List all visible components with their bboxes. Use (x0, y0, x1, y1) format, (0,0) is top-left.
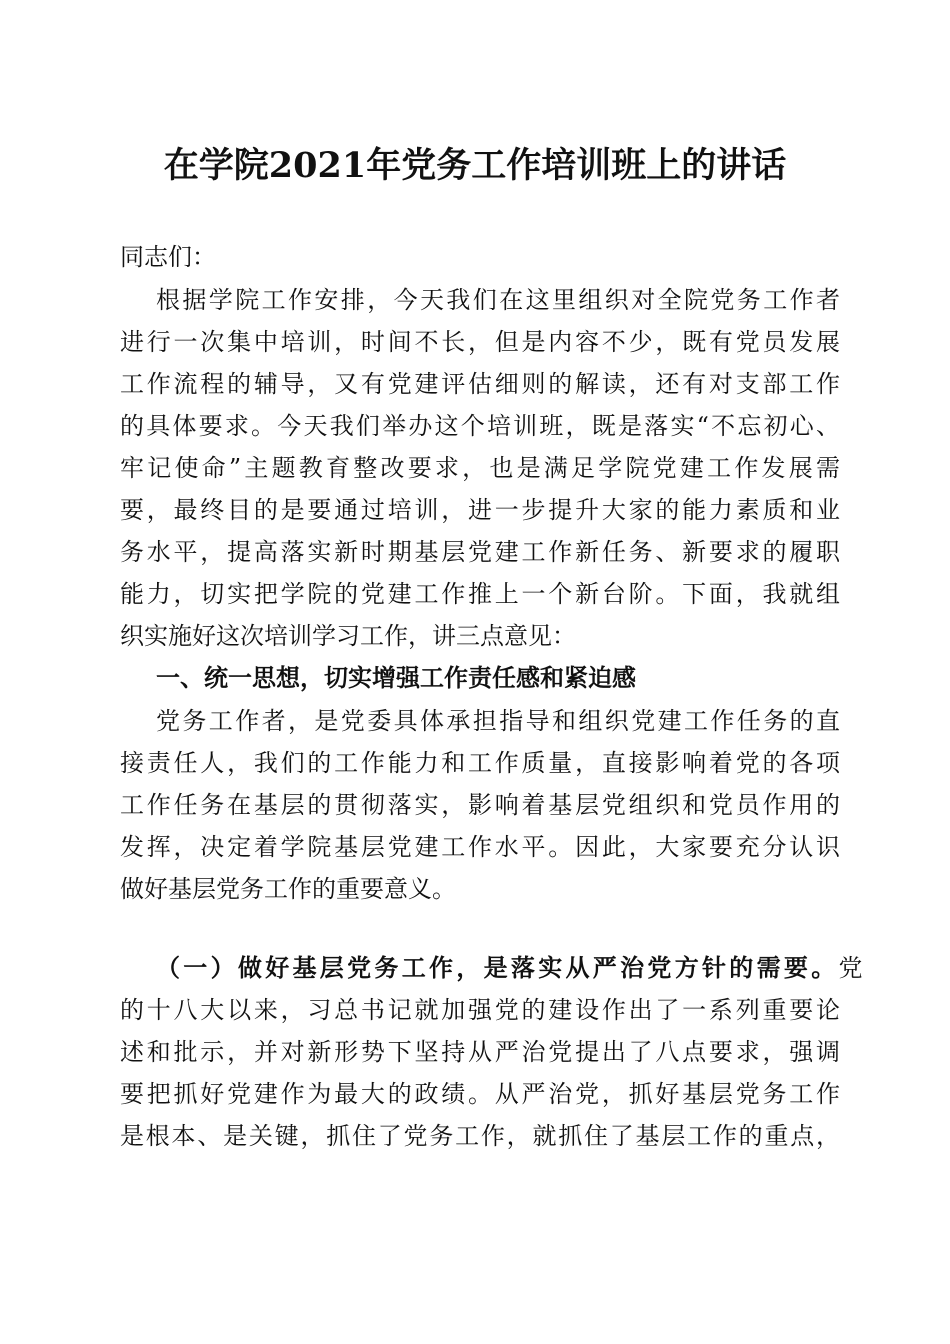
p1-line: 根据学院工作安排，今天我们在这里组织对全院党务工作者 (156, 286, 840, 314)
document-title: 在学院2021年党务工作培训班上的讲话 (163, 145, 787, 186)
p1-line: 牢记使命”主题教育整改要求，也是满足学院党建工作发展需 (120, 454, 840, 482)
p1-line: 织实施好这次培训学习工作，讲三点意见： (120, 622, 576, 650)
p3-line: 要把抓好党建作为最大的政绩。从严治党，抓好基层党务工作 (120, 1080, 840, 1108)
p3-first-line (156, 947, 863, 989)
p2-line: 工作任务在基层的贯彻落实，影响着基层党组织和党员作用的 (120, 791, 840, 819)
p2-line: 党务工作者，是党委具体承担指导和组织党建工作任务的直 (156, 707, 840, 735)
salutation: 同志们： (120, 243, 216, 271)
p3-line: 的十八大以来，习总书记就加强党的建设作出了一系列重要论 (120, 996, 840, 1024)
p2-line: 发挥，决定着学院基层党建工作水平。因此，大家要充分认识 (120, 833, 840, 861)
p2-line: 接责任人，我们的工作能力和工作质量，直接影响着党的各项 (120, 749, 840, 777)
p2-line: 做好基层党务工作的重要意义。 (120, 875, 456, 903)
p1-line: 的具体要求。今天我们举办这个培训班，既是落实“不忘初心、 (120, 412, 840, 440)
p3-line: 述和批示，并对新形势下坚持从严治党提出了八点要求，强调 (120, 1038, 840, 1066)
p1-line: 工作流程的辅导，又有党建评估细则的解读，还有对支部工作 (120, 370, 840, 398)
p3-line: 是根本、是关键，抓住了党务工作，就抓住了基层工作的重点， (120, 1122, 840, 1150)
p1-line: 务水平，提高落实新时期基层党建工作新任务、新要求的履职 (120, 538, 840, 566)
subsection-heading: （一）做好基层党务工作，是落实从严治党方针的需要。 (156, 953, 839, 982)
p1-line: 进行一次集中培训，时间不长，但是内容不少，既有党员发展 (120, 328, 840, 356)
p1-line: 要，最终目的是要通过培训，进一步提升大家的能力素质和业 (120, 496, 840, 524)
p1-line: 能力，切实把学院的党建工作推上一个新台阶。下面，我就组 (120, 580, 840, 608)
p3-first-tail: 党 (838, 954, 863, 982)
section-heading: 一、统一思想，切实增强工作责任感和紧迫感 (156, 664, 636, 692)
